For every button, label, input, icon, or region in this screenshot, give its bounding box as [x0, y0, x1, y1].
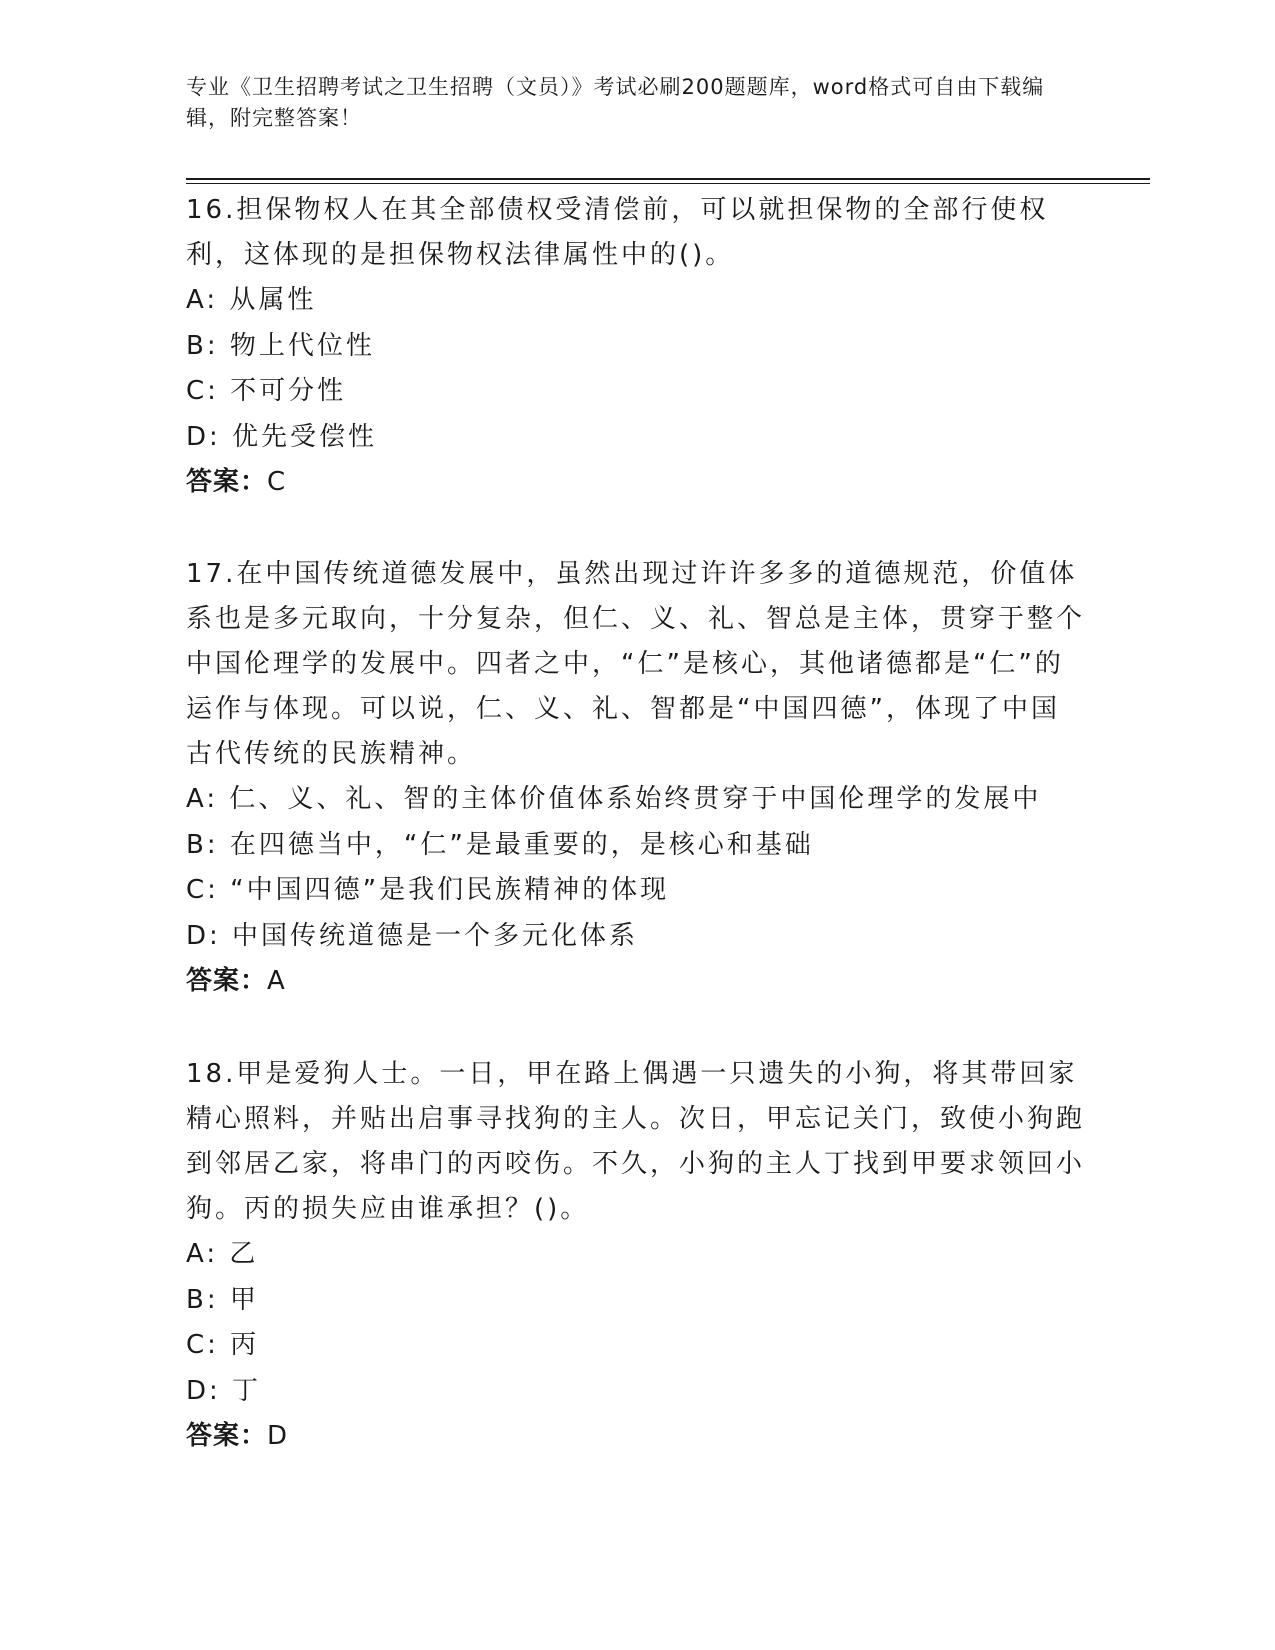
answer-value: C: [267, 467, 287, 497]
answer-label: 答案：: [186, 966, 268, 996]
question-18: [186, 1052, 1086, 1459]
question-stem: 17.在中国传统道德发展中，虽然出现过许许多多的道德规范，价值体系也是多元取向，十分复杂，但仁、义、礼、智总是主体，贯穿于整个中国伦理学的发展中。四者之中，“仁”是核心，其他诸德都是“仁”的运作与体现。可以说，仁、义、礼、智都是“中国四德”，体现了中国古代传统的民族精神。: [186, 559, 1086, 769]
answer: [186, 959, 1086, 1004]
option-a: A: 仁、义、礼、智的主体价值体系始终贯穿于中国伦理学的发展中: [186, 784, 1042, 814]
option-d: D: 优先受偿性: [186, 421, 378, 452]
question-17: [186, 552, 1086, 1004]
header-divider-thin: [186, 183, 1150, 184]
answer: [186, 460, 1086, 505]
question-stem: 18.甲是爱狗人士。一日，甲在路上偶遇一只遗失的小狗，将其带回家精心照料，并贴出启事寻找狗的主人。次日，甲忘记关门，致使小狗跑到邻居乙家，将串门的丙咬伤。不久，小狗的主人丁找到甲要求领回小狗。丙的损失应由谁承担？()。: [186, 1059, 1086, 1224]
option-b: B: 在四德当中，“仁”是最重要的，是核心和基础: [186, 829, 814, 860]
option-d: D: 丁: [186, 1375, 262, 1406]
question-stem: 16.担保物权人在其全部债权受清偿前，可以就担保物的全部行使权利，这体现的是担保物权法律属性中的()。: [186, 195, 1049, 270]
option-c: C: “中国四德”是我们民族精神的体现: [186, 875, 670, 905]
option-c: C: 丙: [186, 1330, 260, 1360]
question-16: [186, 188, 1086, 505]
answer-value: D: [267, 1421, 289, 1451]
option-c: C: 不可分性: [186, 376, 347, 406]
answer: [186, 1414, 1086, 1459]
answer-label: 答案：: [186, 467, 268, 497]
option-d: D: 中国传统道德是一个多元化体系: [186, 920, 639, 951]
option-b: B: 物上代位性: [186, 330, 375, 361]
option-a: A: 乙: [186, 1239, 259, 1269]
answer-label: 答案：: [186, 1421, 268, 1451]
option-b: B: 甲: [186, 1284, 259, 1315]
document-header: 专业《卫生招聘考试之卫生招聘（文员）》考试必刷200题题库，word格式可自由下载编辑，附完整答案！: [186, 75, 1045, 130]
option-a: A: 从属性: [186, 285, 317, 315]
header-divider-thick: [186, 178, 1150, 180]
answer-value: A: [267, 966, 286, 996]
